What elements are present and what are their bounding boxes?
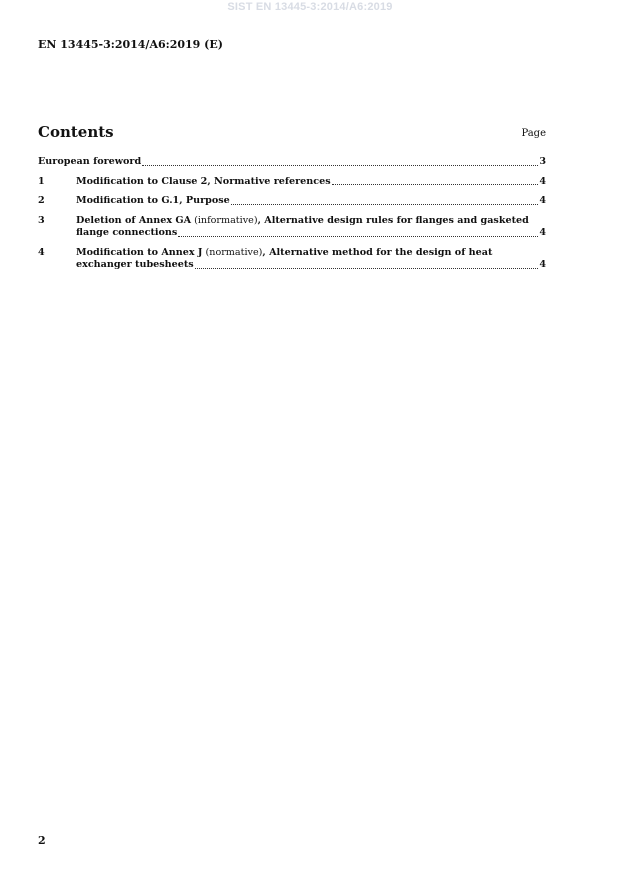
toc-entry-page: 4: [539, 227, 546, 238]
toc-entry-title: [76, 215, 546, 228]
toc-entry-number: 2: [38, 195, 45, 206]
toc-entry-number: 4: [38, 246, 45, 258]
dot-leader: [142, 165, 538, 166]
table-of-contents: [38, 156, 546, 279]
toc-title-annex-type: (normative): [202, 246, 263, 258]
toc-entry-title: [76, 247, 546, 260]
page-column-label: Page: [521, 128, 546, 139]
toc-entry-1[interactable]: [38, 176, 546, 189]
watermark: SIST EN 13445-3:2014/A6:2019: [227, 1, 393, 13]
contents-heading: Contents: [38, 123, 114, 141]
toc-entry-page: 4: [539, 195, 546, 206]
page-number: 2: [38, 834, 46, 847]
toc-title-annex-type: (informative): [191, 214, 258, 226]
toc-entry-page: 4: [539, 175, 546, 187]
toc-entry-page: 3: [539, 156, 546, 167]
toc-entry-3[interactable]: [38, 215, 546, 240]
dot-leader: [195, 268, 539, 269]
toc-entry-4[interactable]: [38, 247, 546, 272]
toc-entry-number: 3: [38, 214, 45, 226]
toc-entry-number: 1: [38, 175, 45, 187]
toc-entry-title-line2: exchanger tubesheets: [76, 259, 194, 270]
toc-entry-title: Modification to G.1, Purpose: [76, 195, 230, 206]
toc-entry-foreword[interactable]: [38, 156, 546, 169]
toc-title-part: Modification to Annex J: [76, 246, 203, 258]
dot-leader: [231, 204, 539, 205]
toc-entry-title-line2: flange connections: [76, 227, 178, 238]
toc-title-part: , Alternative design rules for flanges and gasketed: [257, 214, 529, 226]
toc-title-part: Deletion of Annex GA: [76, 214, 192, 226]
toc-entry-page: 4: [539, 259, 546, 270]
toc-title-part: , Alternative method for the design of heat: [262, 246, 493, 258]
toc-entry-title: European foreword: [38, 156, 142, 167]
dot-leader: [332, 184, 539, 185]
dot-leader: [178, 236, 538, 237]
document-id: EN 13445-3:2014/A6:2019 (E): [38, 38, 223, 51]
toc-entry-title: Modification to Clause 2, Normative references: [76, 175, 331, 187]
toc-entry-2[interactable]: [38, 195, 546, 208]
